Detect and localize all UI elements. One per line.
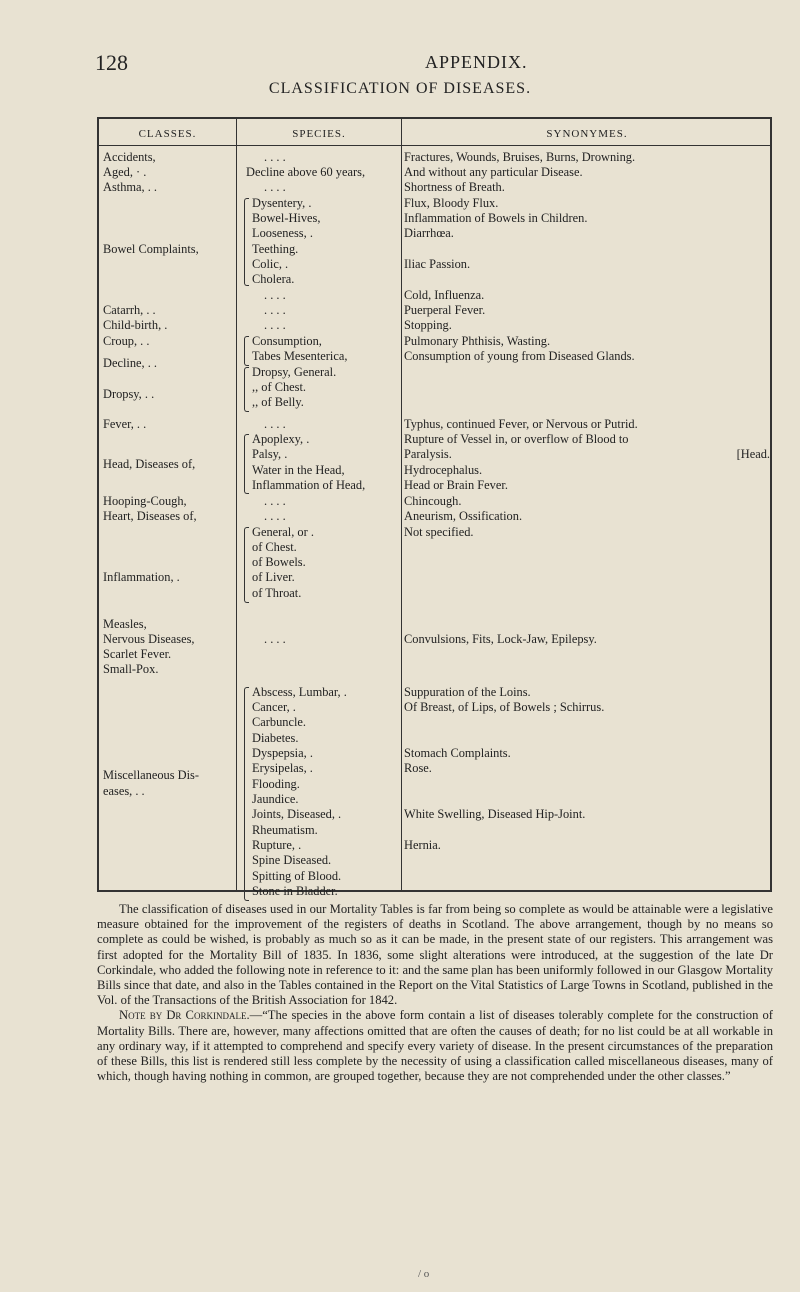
species-cell: Consumption, [252,334,322,348]
species-cell: Apoplexy, . [252,432,310,446]
class-cell: Nervous Diseases, [103,632,195,646]
class-cell: Bowel Complaints, [103,242,199,256]
species-cell: General, or . [252,525,314,539]
class-cell: Child-birth, . [103,318,168,332]
class-cell: Hooping-Cough, [103,494,187,508]
species-cell: . . . . [264,632,286,646]
species-cell: . . . . [264,180,286,194]
synonyme-cell: Cold, Influenza. [404,288,485,302]
page-title: CLASSIFICATION OF DISEASES. [268,80,532,97]
synonyme-cell: Typhus, continued Fever, or Nervous or Putrid. [404,417,638,431]
species-cell: Joints, Diseased, . [252,807,342,821]
synonyme-cell: Aneurism, Ossification. [404,509,523,523]
synonyme-cell: Fractures, Wounds, Bruises, Burns, Drowning. [404,150,636,164]
synonyme-cell: Consumption of young from Diseased Glands. [404,349,635,363]
synonyme-cell: Puerperal Fever. [404,303,486,317]
class-cell: Asthma, . . [103,180,158,194]
body-paragraph: The classification of diseases used in our Mortality Tables is far from being so complete as would be attainable were a legislative measure obtained for the improvement of the registers of deaths in Scotland. The above arrangement, though by no means so complete as could be wished, is probably as much so as it can be made, in the present state of our registers. This arrangement was first adopted for the Mortality Bill of 1835. In 1836, some slight alterations were introduced, at the suggestion of the late Dr Corkindale, who added the following note in reference to it: and the same plan has been uniformly followed in our Glasgow Mortality Bills since that date, and also in the Tables contained in the Report on the Vital Statistics of Large Towns in Scotland, published in the Vol. of the Transactions of the British Association for 1842. [97,902,773,1008]
class-cell: Croup, . . [103,334,150,348]
species-cell: . . . . [264,494,286,508]
species-cell: Rheumatism. [252,823,318,837]
class-cell: Heart, Diseases of, [103,509,197,523]
synonyme-cell: Diarrhœa. [404,226,454,240]
disease-classification-table [97,117,772,898]
species-cell: of Chest. [252,540,297,554]
species-brace [244,198,249,286]
synonyme-cell: Rose. [404,761,432,775]
species-cell: . . . . [264,288,286,302]
class-cell: Inflammation, . [103,570,180,584]
species-cell: Erysipelas, . [252,761,313,775]
species-cell: Water in the Head, [252,463,345,477]
species-cell: Rupture, . [252,838,302,852]
explanatory-text [97,902,773,1084]
species-cell: Diabetes. [252,731,299,745]
species-cell: Cholera. [252,272,295,286]
synonyme-cell: Convulsions, Fits, Lock-Jaw, Epilepsy. [404,632,597,646]
species-cell: . . . . [264,417,286,431]
class-cell: Accidents, [103,150,156,164]
species-cell: . . . . [264,150,286,164]
species-cell: Dysentery, . [252,196,312,210]
folio-mark: / o [418,1268,430,1280]
species-cell: Carbuncle. [252,715,307,729]
species-cell: ,, of Chest. [252,380,307,394]
synonyme-cell: Hernia. [404,838,441,852]
synonyme-cell: Hydrocephalus. [404,463,483,477]
species-brace [244,434,249,494]
synonyme-cell: Rupture of Vessel in, or overflow of Blood to [404,432,629,446]
class-cell: eases, . . [103,784,145,798]
synonyme-cell: Suppuration of the Loins. [404,685,531,699]
species-brace [244,336,249,366]
species-cell: Jaundice. [252,792,299,806]
species-cell: of Bowels. [252,555,306,569]
class-cell: Head, Diseases of, [103,457,196,471]
synonyme-cell: Not specified. [404,525,474,539]
note-text: —“The species in the above form contain a list of diseases tolerably complete for the construction of Mortality Bills. There are, however, many affections omitted that are often the causes of death; for no list could be at all workable in any ordinary way, if it attempted to comprehend and specify every variety of disease. In the present circumstances of the preparation of these Bills, this list is rendered still less complete by the necessity of using a classification called miscellaneous diseases, many of which, though having nothing in common, are grouped together, because they are not comprehended under the other classes.” [97,1008,773,1084]
species-cell: Spine Diseased. [252,853,332,867]
species-cell: Tabes Mesenterica, [252,349,348,363]
species-cell: Cancer, . [252,700,296,714]
class-cell: Catarrh, . . [103,303,156,317]
species-cell: . . . . [264,303,286,317]
species-brace [244,687,249,901]
synonyme-cell: Paralysis. [404,447,452,461]
synonyme-cell: Pulmonary Phthisis, Wasting. [404,334,551,348]
header-rule [99,145,770,146]
species-cell: Stone in Bladder. [252,884,338,898]
species-cell: Colic, . [252,257,289,271]
species-cell: Palsy, . [252,447,288,461]
species-cell: Abscess, Lumbar, . [252,685,347,699]
synonyme-cell: Of Breast, of Lips, of Bowels ; Schirrus. [404,700,605,714]
column-header-species: SPECIES. [292,128,346,140]
class-cell: Dropsy, . . [103,387,155,401]
running-head: APPENDIX. [425,52,528,72]
species-brace [244,367,249,412]
synonyme-cell: And without any particular Disease. [404,165,583,179]
page-number: 128 [95,50,128,75]
class-cell: Scarlet Fever. [103,647,172,661]
synonyme-cell: [Head. [736,447,770,461]
species-cell: Looseness, . [252,226,313,240]
synonyme-cell: Head or Brain Fever. [404,478,508,492]
class-cell: Fever, . . [103,417,147,431]
class-cell: Miscellaneous Dis- [103,768,200,782]
synonyme-cell: Chincough. [404,494,462,508]
column-header-synonymes: SYNONYMES. [546,128,628,140]
species-cell: Dropsy, General. [252,365,337,379]
synonyme-cell: Iliac Passion. [404,257,471,271]
species-cell: Dyspepsia, . [252,746,313,760]
species-cell: . . . . [264,509,286,523]
column-divider [401,119,402,890]
corkindale-note [97,1008,773,1084]
species-cell: Spitting of Blood. [252,869,342,883]
synonyme-cell: Stomach Complaints. [404,746,511,760]
species-cell: Bowel-Hives, [252,211,321,225]
page-header [95,50,775,80]
synonyme-cell: Inflammation of Bowels in Children. [404,211,588,225]
column-divider [236,119,237,890]
column-header-classes: CLASSES. [138,128,197,140]
class-cell: Decline, . . [103,356,158,370]
species-cell: of Liver. [252,570,295,584]
synonyme-cell: Stopping. [404,318,452,332]
species-cell: Flooding. [252,777,300,791]
synonyme-cell: White Swelling, Diseased Hip-Joint. [404,807,586,821]
species-cell: Decline above 60 years, [246,165,366,179]
class-cell: Measles, [103,617,147,631]
synonyme-cell: Flux, Bloody Flux. [404,196,499,210]
note-label: Note by Dr Corkindale. [119,1008,250,1023]
species-cell: Teething. [252,242,299,256]
class-cell: Small-Pox. [103,662,159,676]
synonyme-cell: Shortness of Breath. [404,180,505,194]
species-brace [244,527,249,603]
species-cell: . . . . [264,318,286,332]
species-cell: ,, of Belly. [252,395,304,409]
class-cell: Aged, · . [103,165,147,179]
species-cell: Inflammation of Head, [252,478,366,492]
species-cell: of Throat. [252,586,302,600]
